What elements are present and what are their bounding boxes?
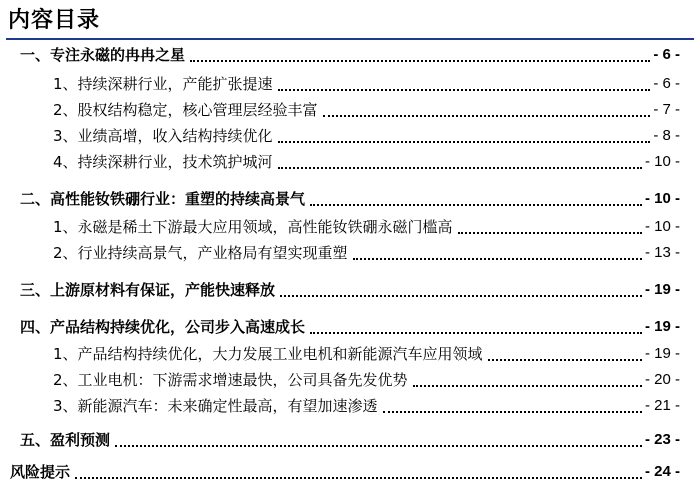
toc-page-number: - 10 - [644, 218, 680, 235]
toc-entry-section-2[interactable] [20, 187, 680, 211]
dot-leader [413, 385, 642, 387]
dot-leader [278, 167, 642, 169]
toc-page-number: - 19 - [644, 318, 680, 335]
toc-page-number: - 6 - [653, 46, 680, 63]
toc-page-number: - 13 - [644, 244, 680, 261]
toc-entry-text: 一、专注永磁的冉冉之星 [20, 46, 186, 64]
toc-entry-subsection-2-2[interactable] [53, 241, 680, 265]
dot-leader [488, 359, 642, 361]
toc-entry-section-1[interactable] [20, 43, 680, 67]
dot-leader [280, 295, 642, 297]
toc-page-number: - 8 - [653, 127, 680, 144]
toc-entry-section-4[interactable] [20, 315, 680, 339]
toc-entry-subsection-2-1[interactable] [53, 215, 680, 239]
dot-leader [75, 477, 642, 479]
dot-leader [190, 60, 650, 62]
toc-page-number: - 7 - [653, 101, 680, 118]
toc-entry-section-3[interactable] [20, 278, 680, 302]
toc-entry-text: 3、新能源汽车：未来确定性最高，有望加速渗透 [53, 397, 378, 415]
dot-leader [458, 232, 642, 234]
toc-page-number: - 10 - [644, 190, 680, 207]
toc-page-number: - 23 - [644, 431, 680, 448]
toc-title: 内容目录 [8, 8, 101, 33]
dot-leader [310, 204, 642, 206]
dot-leader [278, 89, 651, 91]
toc-entry-subsection-1-1[interactable] [53, 72, 680, 96]
toc-entry-subsection-4-2[interactable] [53, 368, 680, 392]
toc-entry-text: 1、持续深耕行业，产能扩张提速 [53, 75, 273, 93]
toc-entry-risk-warning[interactable] [10, 460, 680, 484]
dot-leader [278, 141, 651, 143]
dot-leader [323, 115, 651, 117]
toc-page-number: - 10 - [644, 153, 680, 170]
toc-entry-text: 2、工业电机：下游需求增速最快，公司具备先发优势 [53, 371, 408, 389]
toc-entry-text: 风险提示 [10, 463, 71, 481]
toc-entry-text: 二、高性能钕铁硼行业：重塑的持续高景气 [20, 190, 306, 208]
toc-page-number: - 20 - [644, 371, 680, 388]
toc-entry-text: 四、产品结构持续优化，公司步入高速成长 [20, 318, 306, 336]
toc-page-number: - 24 - [644, 463, 680, 480]
toc-entry-subsection-1-2[interactable] [53, 98, 680, 122]
toc-entry-text: 3、业绩高增，收入结构持续优化 [53, 127, 273, 145]
toc-entry-subsection-4-1[interactable] [53, 342, 680, 366]
toc-entry-text: 三、上游原材料有保证，产能快速释放 [20, 281, 276, 299]
toc-entry-section-5[interactable] [20, 428, 680, 452]
toc-entry-text: 2、行业持续高景气，产业格局有望实现重塑 [53, 244, 348, 262]
toc-page-number: - 21 - [644, 397, 680, 414]
toc-entry-text: 4、持续深耕行业，技术筑护城河 [53, 153, 273, 171]
dot-leader [383, 411, 642, 413]
toc-entry-text: 2、股权结构稳定，核心管理层经验丰富 [53, 101, 318, 119]
dot-leader [353, 258, 642, 260]
toc-entry-text: 1、永磁是稀土下游最大应用领域，高性能钕铁硼永磁门槛高 [53, 218, 453, 236]
toc-entry-text: 1、产品结构持续优化，大力发展工业电机和新能源汽车应用领域 [53, 345, 483, 363]
dot-leader [115, 445, 642, 447]
toc-entry-subsection-4-3[interactable] [53, 394, 680, 418]
dot-leader [310, 332, 642, 334]
toc-page-number: - 6 - [653, 75, 680, 92]
toc-page-number: - 19 - [644, 281, 680, 298]
toc-page-number: - 19 - [644, 345, 680, 362]
toc-entry-text: 五、盈利预测 [20, 431, 111, 449]
toc-entry-subsection-1-4[interactable] [53, 150, 680, 174]
toc-entry-subsection-1-3[interactable] [53, 124, 680, 148]
